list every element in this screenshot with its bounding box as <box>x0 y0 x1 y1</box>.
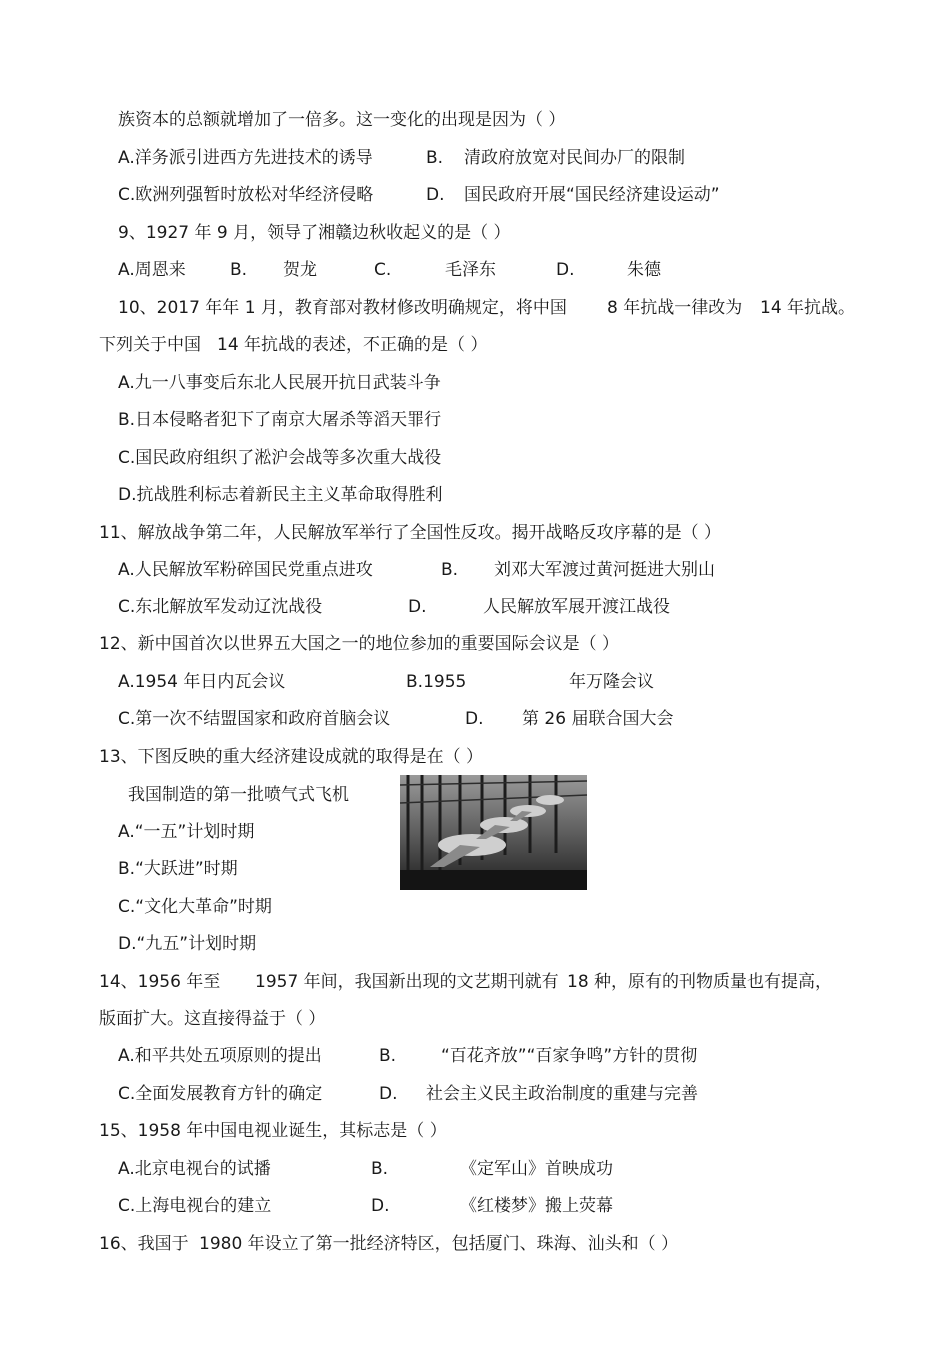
option-a: A.周恩来 <box>118 260 186 280</box>
option-c: C.欧洲列强暂时放松对华经济侵略 <box>118 185 374 205</box>
option-b-label: B.1955 <box>406 672 467 692</box>
question-12: 12、新中国首次以世界五大国之一的地位参加的重要国际会议是（ ） <box>99 634 620 654</box>
option-d: 朱德 <box>627 260 661 280</box>
option-c: C.东北解放军发动辽沈战役 <box>118 597 323 617</box>
option-c: C.国民政府组织了淞沪会战等多次重大战役 <box>118 448 442 468</box>
question-14-text: 18 种，原有的刊物质量也有提高， <box>567 972 833 992</box>
question-10-text: 14 年抗战。 <box>760 298 856 318</box>
option-d-label: D. <box>465 709 484 729</box>
option-a: A.人民解放军粉碎国民党重点进攻 <box>118 560 373 580</box>
option-d: 国民政府开展“国民经济建设运动” <box>464 185 720 205</box>
option-d-label: D. <box>371 1196 390 1216</box>
option-d: 《红楼梦》搬上荧幕 <box>460 1196 613 1216</box>
option-c: C.“文化大革命”时期 <box>118 897 272 917</box>
option-b: 年万隆会议 <box>569 672 654 692</box>
question-9: 9、1927 年 9 月，领导了湘赣边秋收起义的是（ ） <box>118 223 511 243</box>
option-c-label: C. <box>374 260 392 280</box>
option-b: 清政府放宽对民间办厂的限制 <box>464 148 685 168</box>
question-16: 16、我国于 <box>99 1234 189 1254</box>
option-d: 第 26 届联合国大会 <box>522 709 674 729</box>
option-a: A.北京电视台的试播 <box>118 1159 271 1179</box>
option-b-label: B. <box>379 1046 397 1066</box>
option-b-label: B. <box>371 1159 389 1179</box>
option-a: A.洋务派引进西方先进技术的诱导 <box>118 148 373 168</box>
option-b: 《定军山》首映成功 <box>460 1159 613 1179</box>
text-line: 族资本的总额就增加了一倍多。这一变化的出现是因为（ ） <box>118 110 566 130</box>
question-15: 15、1958 年中国电视业诞生，其标志是（ ） <box>99 1121 447 1141</box>
option-c: 毛泽东 <box>445 260 496 280</box>
question-14: 14、1956 年至 <box>99 972 221 992</box>
question-11: 11、解放战争第二年，人民解放军举行了全国性反攻。揭开战略反攻序幕的是（ ） <box>99 523 722 543</box>
option-c: C.全面发展教育方针的确定 <box>118 1084 323 1104</box>
option-b-label: B. <box>426 148 444 168</box>
question-10: 10、2017 年年 1 月，教育部对教材修改明确规定，将中国 <box>118 298 567 318</box>
option-b-label: B. <box>230 260 248 280</box>
option-a: A.“一五”计划时期 <box>118 822 255 842</box>
option-b: 贺龙 <box>283 260 317 280</box>
question-16-text: 1980 年设立了第一批经济特区，包括厦门、珠海、汕头和（ ） <box>199 1234 679 1254</box>
question-10-text: 14 年抗战的表述，不正确的是（ ） <box>217 335 488 355</box>
option-a: A.和平共处五项原则的提出 <box>118 1046 322 1066</box>
option-a: A.九一八事变后东北人民展开抗日武装斗争 <box>118 373 441 393</box>
option-d-label: D. <box>379 1084 398 1104</box>
option-b: B.日本侵略者犯下了南京大屠杀等滔天罪行 <box>118 410 442 430</box>
option-d: D.抗战胜利标志着新民主主义革命取得胜利 <box>118 485 443 505</box>
question-14-text: 1957 年间，我国新出现的文艺期刊就有 <box>255 972 559 992</box>
option-b: B.“大跃进”时期 <box>118 859 238 879</box>
question-10-text: 下列关于中国 <box>99 335 201 355</box>
option-d: D.“九五”计划时期 <box>118 934 257 954</box>
jet-aircraft-photo <box>400 775 587 890</box>
option-b: “百花齐放”“百家争鸣”方针的贯彻 <box>441 1046 698 1066</box>
figure-caption: 我国制造的第一批喷气式飞机 <box>128 785 349 805</box>
option-d-label: D. <box>556 260 575 280</box>
option-c: C.上海电视台的建立 <box>118 1196 272 1216</box>
question-10-text: 8 年抗战一律改为 <box>607 298 743 318</box>
question-13: 13、下图反映的重大经济建设成就的取得是在（ ） <box>99 747 484 767</box>
option-c: C.第一次不结盟国家和政府首脑会议 <box>118 709 391 729</box>
option-d-label: D. <box>426 185 445 205</box>
option-b-label: B. <box>441 560 459 580</box>
question-14-text: 版面扩大。这直接得益于（ ） <box>99 1009 326 1029</box>
option-d-label: D. <box>408 597 427 617</box>
option-d: 人民解放军展开渡江战役 <box>483 597 670 617</box>
option-b: 刘邓大军渡过黄河挺进大别山 <box>494 560 715 580</box>
option-a: A.1954 年日内瓦会议 <box>118 672 286 692</box>
option-d: 社会主义民主政治制度的重建与完善 <box>426 1084 698 1104</box>
